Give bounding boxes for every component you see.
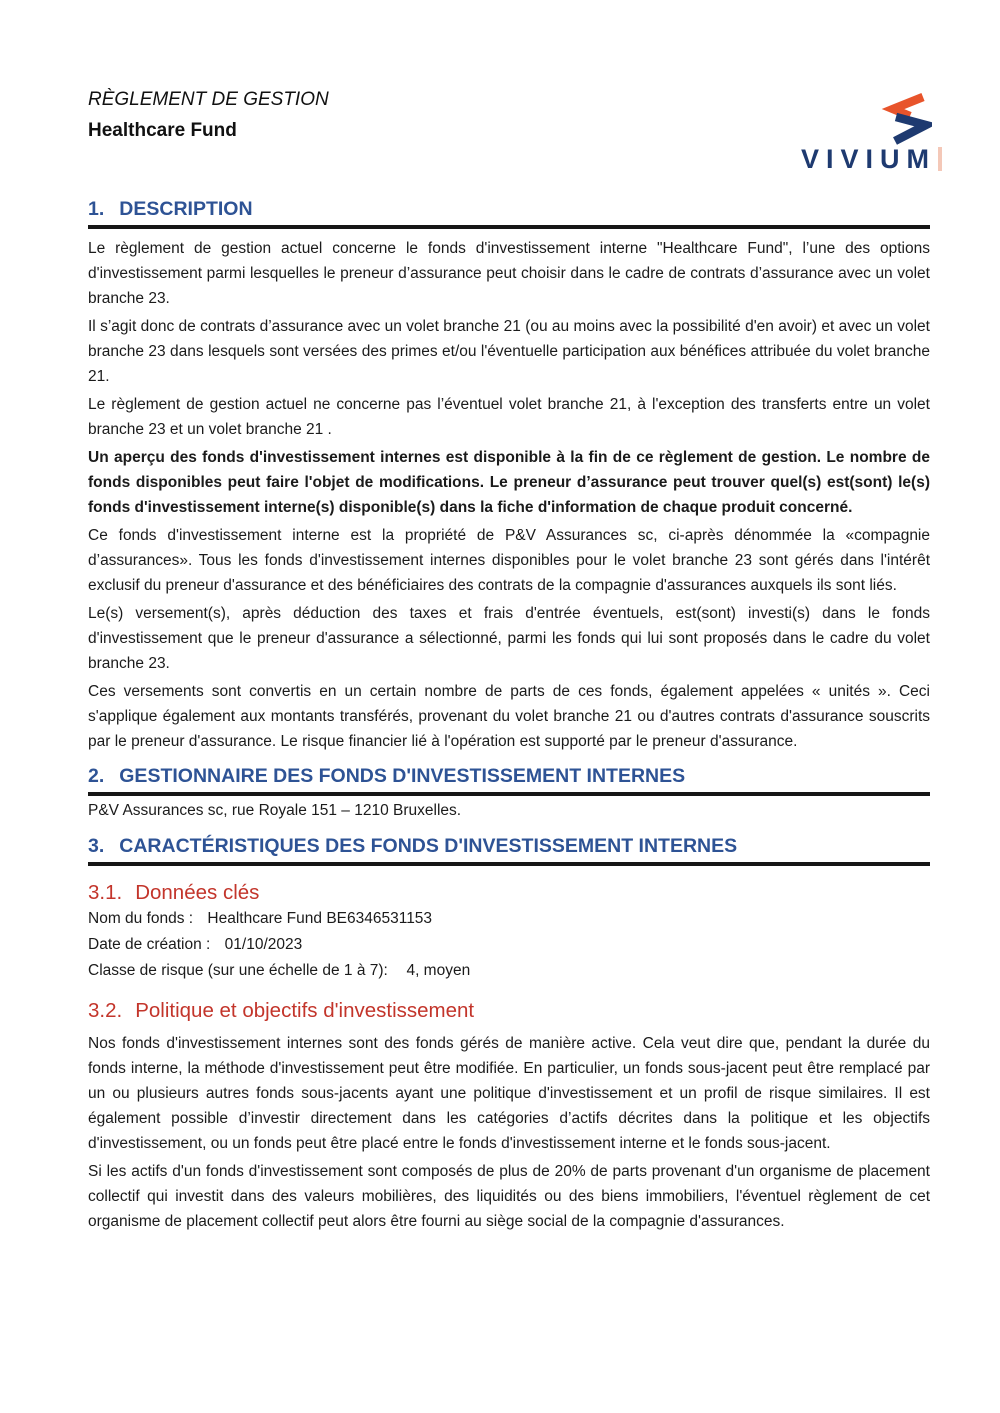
politique-body: [88, 1031, 930, 1234]
section-description-body: [88, 236, 930, 754]
paragraph: Ce fonds d'investissement interne est la propriété de P&V Assurances sc, ci-après dénommée la «compagnie d’assurances». Tous les fonds d'investissement internes disponibles pour le volet branche 23 sont gérés dans l'intérêt exclusif du preneur d'assurance et des bénéficiaires des contrats de la compagnie d'assurances auxquels ils sont liés.: [88, 527, 930, 594]
subsection-title: Politique et objectifs d'investissement: [135, 999, 475, 1022]
subsection-politique-heading: [88, 998, 930, 1024]
vivium-logo: [801, 92, 942, 173]
paragraph: Le(s) versement(s), après déduction des taxes et frais d'entrée éventuels, est(sont) investi(s) dans le fonds d'investissement que le preneur d'assurance a sélectionné, parmi les fonds qui lui sont proposés dans le cadre du volet branche 23.: [88, 605, 930, 672]
wordmark-row: [801, 145, 942, 173]
subsection-title: Données clés: [135, 881, 260, 904]
key-data-line: [88, 906, 930, 932]
paragraph: Il s’agit donc de contrats d’assurance avec un volet branche 21 (ou au moins avec la possibilité d'en avoir) et avec un volet branche 23 dans lesquels sont versées des primes et/ou l'éventuelle participation aux bénéfices attribuée du volet branche 21.: [88, 318, 930, 385]
field-label: Date de création :: [88, 936, 215, 953]
section-caracteristiques-heading: [88, 834, 930, 866]
section-gestionnaire-heading: [88, 764, 930, 796]
subsection-number: 3.2.: [88, 999, 123, 1022]
logo-accent-bar: [938, 147, 942, 171]
paragraph: Le règlement de gestion actuel concerne le fonds d'investissement interne "Healthcare Fund", l’une des options d'investissement parmi lesquelles le preneur d’assurance peut choisir dans le cadre de contrats d’assurance avec un volet branche 23.: [88, 240, 930, 307]
paragraph: Le règlement de gestion actuel ne concerne pas l’éventuel volet branche 21, à l'exception des transferts entre un volet branche 23 et un volet branche 21 .: [88, 396, 930, 438]
section-title: GESTIONNAIRE DES FONDS D'INVESTISSEMENT INTERNES: [119, 765, 686, 787]
bold-paragraph: Un aperçu des fonds d'investissement internes est disponible à la fin de ce règlement de gestion. Le nombre de fonds disponibles peut faire l'objet de modifications. Le preneur d’assurance peut trouver quel(s) est(sont) le(s) fonds d'investissement interne(s) disponible(s) dans la fiche d'information de chaque produit concerné.: [88, 449, 930, 516]
vivium-double-chevron-icon: [880, 92, 932, 151]
paragraph: Ces versements sont convertis en un certain nombre de parts de ces fonds, également appelées « unités ». Ceci s'applique également aux montants transférés, provenant du volet branche 21 ou d'autres contrats d'assurance souscrits par le preneur d'assurance. Le risque financier lié à l'opération est supporté par le preneur d'assurance.: [88, 683, 930, 750]
section-number: 3.: [88, 835, 105, 857]
subsection-donnees-cles-heading: [88, 880, 930, 906]
field-value: 4, moyen: [406, 962, 471, 979]
section-number: 2.: [88, 765, 105, 787]
fund-name-title: Healthcare Fund: [88, 120, 237, 141]
field-label: Classe de risque (sur une échelle de 1 à 7):: [88, 962, 397, 979]
field-value: Healthcare Fund BE6346531153: [207, 910, 433, 927]
title-block: [88, 88, 329, 143]
subsection-number: 3.1.: [88, 881, 123, 904]
gestionnaire-address: P&V Assurances sc, rue Royale 151 – 1210 Bruxelles.: [88, 802, 462, 819]
header: [88, 88, 936, 174]
vivium-wordmark: VIVIUM: [800, 144, 936, 174]
section-title: DESCRIPTION: [119, 198, 253, 220]
doc-type-title: RÈGLEMENT DE GESTION: [88, 89, 329, 110]
paragraph: Si les actifs d'un fonds d'investissement sont composés de plus de 20% de parts provenant d'un organisme de placement collectif qui investit dans des valeurs mobilières, des liquidités ou des biens immobiliers, l'éventuel règlement de cet organisme de placement collectif peut alors être fourni au siège social de la compagnie d'assurances.: [88, 1163, 930, 1230]
section-description-heading: [88, 197, 930, 229]
paragraph: Nos fonds d'investissement internes sont des fonds gérés de manière active. Cela veut dire que, pendant la durée du fonds interne, la méthode d'investissement peut être modifiée. En particulier, un fonds sous-jacent peut être remplacé par un ou plusieurs autres fonds sous-jacents ayant une politique d'investissement et un profil de risque similaires. Il est également possible d’investir directement dans les catégories d’actifs décrites dans la politique et les objectifs d'investissement, ou un fonds peut être placé entre le fonds d'investissement interne et le fonds sous-jacent.: [88, 1035, 930, 1152]
field-value: 01/10/2023: [224, 936, 303, 953]
section-title: CARACTÉRISTIQUES DES FONDS D'INVESTISSEMENT INTERNES: [119, 835, 738, 857]
key-data-line: [88, 932, 930, 958]
key-data-list: [88, 906, 930, 984]
section-number: 1.: [88, 198, 105, 220]
field-label: Nom du fonds :: [88, 910, 198, 927]
key-data-line: [88, 958, 930, 984]
